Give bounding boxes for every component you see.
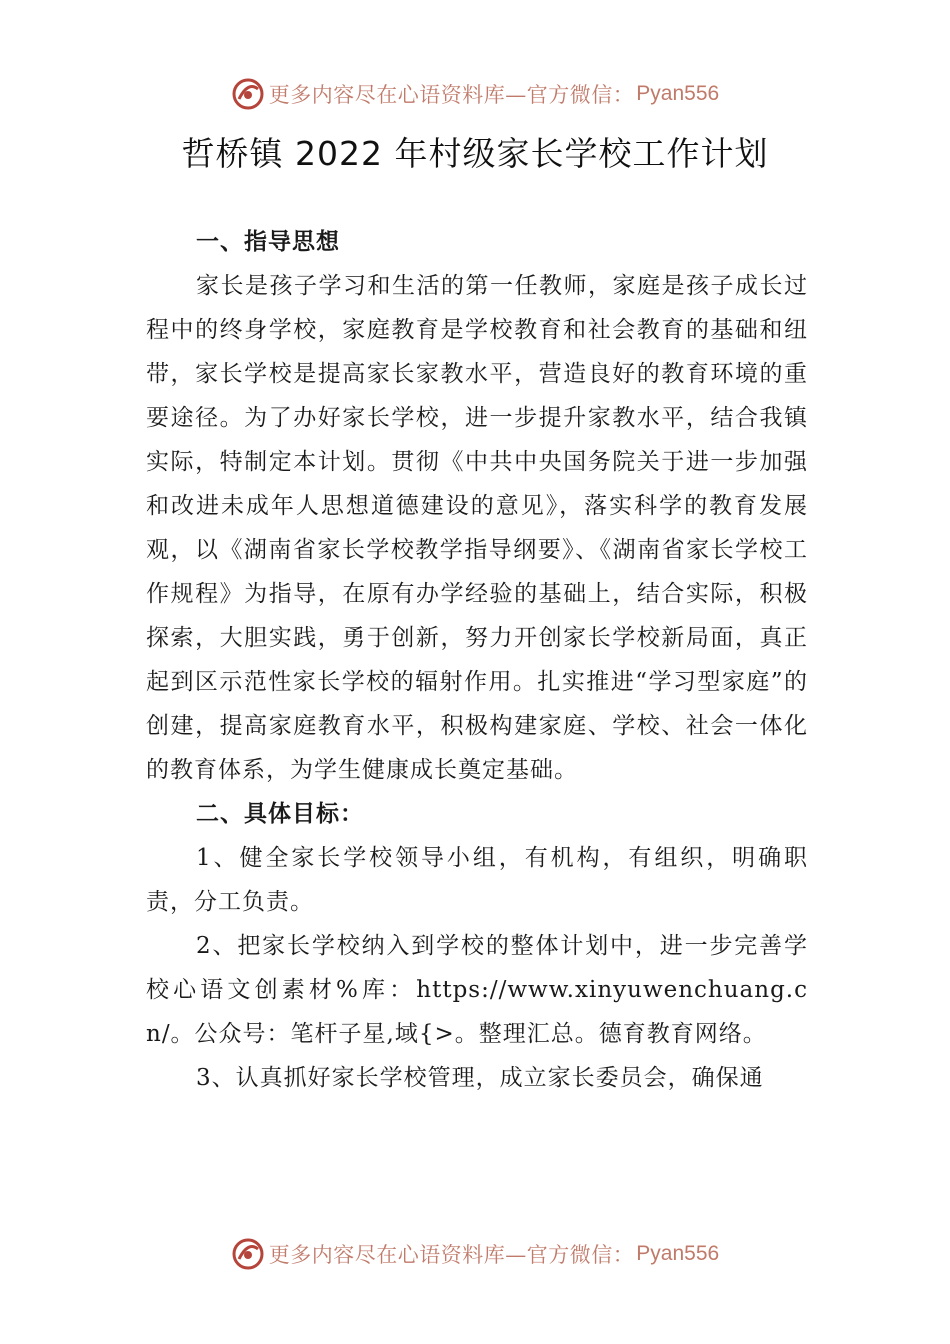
logo-icon [231,77,265,111]
section-heading-1: 一、指导思想 [196,229,340,255]
list-item-1: 1、健全家长学校领导小组，有机构，有组织，明确职责，分工负责。 [146,845,808,915]
document-body [146,220,808,1100]
logo-icon [231,1237,265,1271]
page-title: 哲桥镇 2022 年村级家长学校工作计划 [181,134,769,173]
watermark-banner-bottom [0,1232,950,1276]
watermark-text: 更多内容尽在心语资料库—官方微信： [268,1243,635,1267]
watermark-id: Pyan556 [636,1242,720,1265]
section-heading-2: 二、具体目标： [196,801,364,827]
list-item-3: 3、认真抓好家长学校管理，成立家长委员会，确保通 [196,1065,764,1091]
list-item-2: 2、把家长学校纳入到学校的整体计划中，进一步完善学校心语文创素材%库：https://www.xinyuwenchuang.cn/。公众号：笔杆子星,域{>。整理汇总。德育教育网络。 [146,933,808,1047]
watermark-text: 更多内容尽在心语资料库—官方微信： [268,83,635,107]
paragraph-guiding-ideology: 家长是孩子学习和生活的第一任教师，家庭是孩子成长过程中的终身学校，家庭教育是学校教育和社会教育的基础和纽带，家长学校是提高家长家教水平，营造良好的教育环境的重要途径。为了办好家长学校，进一步提升家教水平，结合我镇实际，特制定本计划。贯彻《中共中央国务院关于进一步加强和改进未成年人思想道德建设的意见》，落实科学的教育发展观，以《湖南省家长学校教学指导纲要》、《湖南省家长学校工作规程》为指导，在原有办学经验的基础上，结合实际，积极探索，大胆实践，勇于创新，努力开创家长学校新局面，真正起到区示范性家长学校的辐射作用。扎实推进“学习型家庭”的创建，提高家庭教育水平，积极构建家庭、学校、社会一体化的教育体系，为学生健康成长奠定基础。 [146,273,808,783]
watermark-banner-top [0,72,950,116]
watermark-id: Pyan556 [636,82,720,105]
